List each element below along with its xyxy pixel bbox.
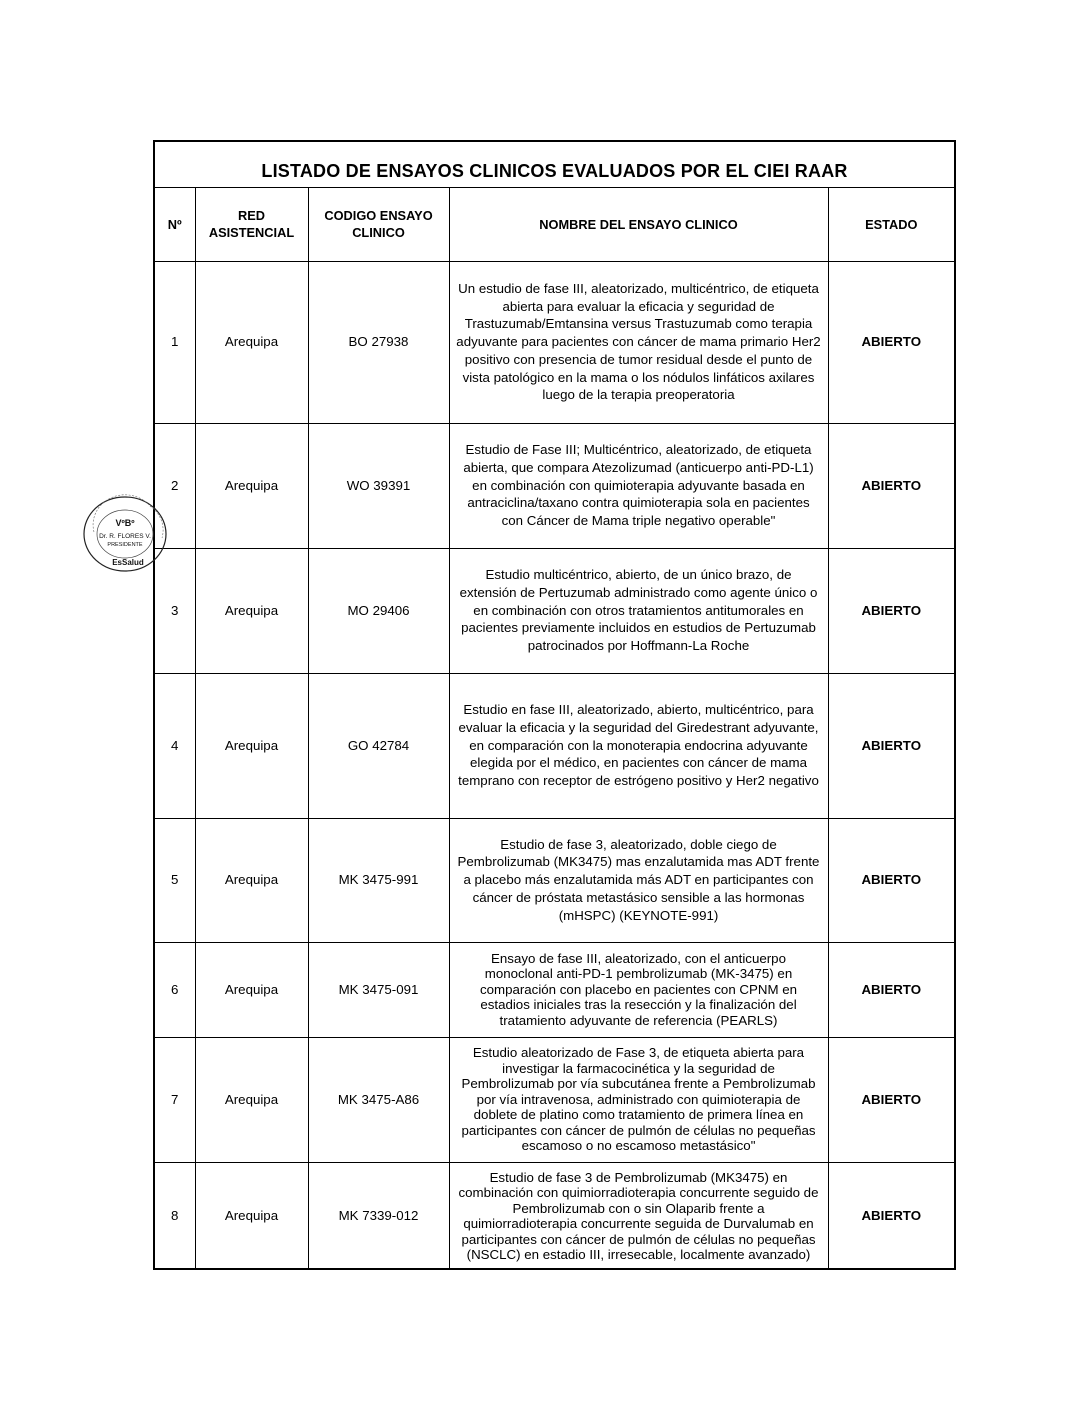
document-sheet <box>153 140 956 1270</box>
row-codigo: WO 39391 <box>308 423 449 548</box>
table-header-row <box>155 188 954 261</box>
row-codigo: MK 7339-012 <box>308 1162 449 1270</box>
document-title: LISTADO DE ENSAYOS CLINICOS EVALUADOS POR EL CIEI RAAR <box>155 142 954 188</box>
row-num: 5 <box>155 818 195 942</box>
svg-text:EsSalud: EsSalud <box>112 558 144 567</box>
row-num: 3 <box>155 548 195 673</box>
row-red: Arequipa <box>195 818 308 942</box>
row-nombre: Estudio aleatorizado de Fase 3, de etiqueta abierta para investigar la farmacocinética y la seguridad de Pembrolizumab por vía subcutánea frente a Pembrolizumab por vía intravenosa, administrado con quimioterapia de doblete de platino como tratamiento de primera línea en participantes con cáncer de pulmón de células no pequeñas escamoso o no escamoso metastásico" <box>449 1037 828 1162</box>
table-row <box>155 1162 954 1270</box>
row-nombre: Estudio en fase III, aleatorizado, abierto, multicéntrico, para evaluar la eficacia y la seguridad del Giredestrant adyuvante, en comparación con la monoterapia endocrina adyuvante elegida por el médico, en pacientes con cáncer de mama temprano con receptor de estrógeno positivo y Her2 negativo <box>449 673 828 818</box>
row-estado: ABIERTO <box>828 673 954 818</box>
table-row <box>155 261 954 423</box>
header-red: RED ASISTENCIAL <box>195 188 308 261</box>
committee-stamp-icon <box>80 492 170 576</box>
row-estado: ABIERTO <box>828 261 954 423</box>
row-codigo: GO 42784 <box>308 673 449 818</box>
row-num: 7 <box>155 1037 195 1162</box>
row-num: 1 <box>155 261 195 423</box>
row-codigo: BO 27938 <box>308 261 449 423</box>
trials-table <box>155 188 954 1270</box>
row-num: 4 <box>155 673 195 818</box>
row-nombre: Estudio de fase 3 de Pembrolizumab (MK3475) en combinación con quimiorradioterapia concurrente seguido de Pembrolizumab con o sin Olaparib frente a quimiorradioterapia concurrente seguida de Durvalumab en participantes con cáncer de pulmón de células no pequeñas (NSCLC) en estadio III, irresecable, localmente avanzado) <box>449 1162 828 1270</box>
row-num: 2 <box>155 423 195 548</box>
row-nombre: Estudio de Fase III; Multicéntrico, aleatorizado, de etiqueta abierta, que compara Atezolizumad (anticuerpo anti-PD-L1) en combinación con quimioterapia adyuvante basada en antraciclina/taxano contra quimioterapia sola en pacientes con Cáncer de Mama triple negativo operable" <box>449 423 828 548</box>
row-codigo: MK 3475-091 <box>308 942 449 1037</box>
row-nombre: Estudio de fase 3, aleatorizado, doble ciego de Pembrolizumab (MK3475) mas enzalutamida mas ADT frente a placebo más enzalutamida más ADT en participantes con cáncer de próstata metastásico sensible a las hormonas (mHSPC) (KEYNOTE-991) <box>449 818 828 942</box>
header-estado: ESTADO <box>828 188 954 261</box>
table-row <box>155 1037 954 1162</box>
row-estado: ABIERTO <box>828 942 954 1037</box>
row-red: Arequipa <box>195 261 308 423</box>
header-num: Nº <box>155 188 195 261</box>
row-nombre: Un estudio de fase III, aleatorizado, multicéntrico, de etiqueta abierta para evaluar la eficacia y seguridad de Trastuzumab/Emtansina versus Trastuzumab como terapia adyuvante para pacientes con cáncer de mama primario Her2 positivo con presencia de tumor residual desde el punto de vista patológico en la mama o los nódulos linfáticos axilares luego de la terapia preoperatoria <box>449 261 828 423</box>
row-codigo: MK 3475-991 <box>308 818 449 942</box>
row-red: Arequipa <box>195 673 308 818</box>
row-estado: ABIERTO <box>828 423 954 548</box>
row-red: Arequipa <box>195 1037 308 1162</box>
table-row <box>155 942 954 1037</box>
svg-text:VºBº: VºBº <box>115 518 135 528</box>
svg-text:Dr. R. FLORES V.: Dr. R. FLORES V. <box>99 533 151 540</box>
row-nombre: Estudio multicéntrico, abierto, de un único brazo, de extensión de Pertuzumab administrado como agente único o en combinación con otros tratamientos antitumorales en pacientes previamente incluidos en estudios de Pertuzumab patrocinados por Hoffmann-La Roche <box>449 548 828 673</box>
row-estado: ABIERTO <box>828 818 954 942</box>
row-estado: ABIERTO <box>828 1037 954 1162</box>
header-nombre: NOMBRE DEL ENSAYO CLINICO <box>449 188 828 261</box>
row-nombre: Ensayo de fase III, aleatorizado, con el anticuerpo monoclonal anti-PD-1 pembrolizumab (MK-3475) en comparación con placebo en pacientes con CPNM en estadios iniciales tras la resección y la finalización del tratamiento adyuvante de referencia (PEARLS) <box>449 942 828 1037</box>
row-estado: ABIERTO <box>828 548 954 673</box>
table-row <box>155 423 954 548</box>
header-codigo: CODIGO ENSAYO CLINICO <box>308 188 449 261</box>
row-num: 8 <box>155 1162 195 1270</box>
row-red: Arequipa <box>195 548 308 673</box>
table-row <box>155 673 954 818</box>
row-codigo: MK 3475-A86 <box>308 1037 449 1162</box>
row-codigo: MO 29406 <box>308 548 449 673</box>
row-estado: ABIERTO <box>828 1162 954 1270</box>
table-row <box>155 818 954 942</box>
row-red: Arequipa <box>195 1162 308 1270</box>
row-num: 6 <box>155 942 195 1037</box>
row-red: Arequipa <box>195 942 308 1037</box>
row-red: Arequipa <box>195 423 308 548</box>
table-row <box>155 548 954 673</box>
svg-text:PRESIDENTE: PRESIDENTE <box>107 542 143 548</box>
